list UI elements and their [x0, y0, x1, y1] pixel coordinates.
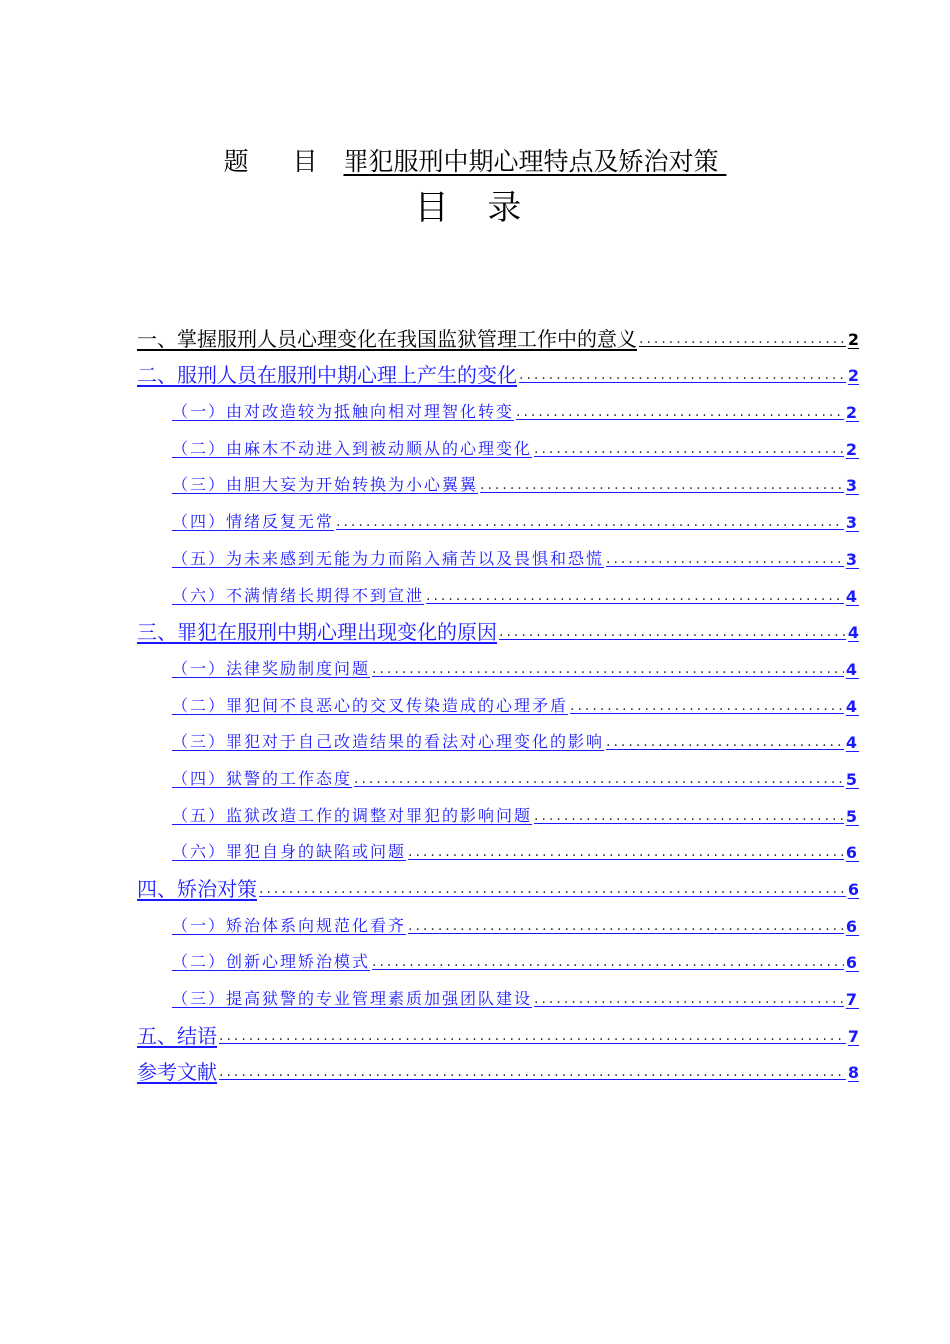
- toc-page-number: 2: [845, 403, 859, 423]
- document-title-line: [0, 146, 950, 178]
- toc-entry-title: （三）提高狱警的专业管理素质加强团队建设: [172, 989, 533, 1009]
- toc-entry[interactable]: [137, 387, 859, 424]
- toc-entry-title: （一）由对改造较为抵触向相对理智化转变: [172, 402, 515, 422]
- toc-entry-title: （二）由麻木不动进入到被动顺从的心理变化: [172, 438, 533, 458]
- toc-entry-title: （三）罪犯对于自己改造结果的看法对心理变化的影响: [172, 732, 605, 752]
- toc-leader-dots: [372, 954, 844, 970]
- document-title: 罪犯服刑中期心理特点及矫治对策: [343, 147, 719, 176]
- toc-leader-dots: [372, 661, 844, 677]
- toc-leader-dots: [408, 918, 844, 934]
- toc-entry[interactable]: [137, 718, 859, 755]
- toc-leader-dots: [516, 404, 844, 420]
- toc-entry-title: （四）情绪反复无常: [172, 512, 335, 532]
- toc-entry[interactable]: [137, 644, 859, 681]
- toc-leader-dots: [354, 771, 844, 787]
- toc-entry-title: 三、罪犯在服刑中期心理出现变化的原因: [137, 620, 497, 645]
- toc-page-number: 6: [847, 880, 859, 899]
- toc-page-number: 5: [845, 769, 859, 789]
- toc-entry-title: （一）矫治体系向规范化看齐: [172, 915, 407, 935]
- toc-page-number: 4: [845, 733, 859, 753]
- toc-leader-dots: [606, 551, 844, 567]
- toc-leader-dots: [570, 698, 844, 714]
- toc-entry[interactable]: [137, 864, 859, 901]
- toc-entry[interactable]: [137, 938, 859, 975]
- toc-entry-title: （四）狱警的工作态度: [172, 768, 353, 788]
- toc-page-number: 7: [847, 1026, 859, 1046]
- toc-entry[interactable]: [137, 571, 859, 608]
- toc-entry-title: 二、服刑人员在服刑中期心理上产生的变化: [137, 363, 517, 388]
- toc-entry-title: （五）监狱改造工作的调整对罪犯的影响问题: [172, 805, 533, 825]
- toc-entry[interactable]: [137, 974, 859, 1011]
- toc-leader-dots: [408, 844, 844, 860]
- toc-page-number: 2: [847, 366, 859, 386]
- toc-entry-title: （六）不满情绪长期得不到宣泄: [172, 585, 425, 605]
- toc-entry-title: （二）罪犯间不良恶心的交叉传染造成的心理矛盾: [172, 695, 569, 715]
- toc-leader-dots: [336, 514, 844, 530]
- toc-entry[interactable]: [137, 534, 859, 571]
- toc-entry[interactable]: [137, 1011, 859, 1048]
- toc-page-number: 3: [845, 549, 859, 569]
- toc-leader-dots: [219, 1028, 846, 1044]
- toc-entry[interactable]: [137, 828, 859, 865]
- toc-leader-dots: [426, 588, 844, 604]
- toc-entry[interactable]: [137, 1048, 859, 1085]
- toc-entry[interactable]: [137, 901, 859, 938]
- toc-entry-title: （六）罪犯自身的缺陷或问题: [172, 842, 407, 862]
- toc-entry[interactable]: [137, 351, 859, 388]
- toc-page-number: 6: [845, 843, 859, 863]
- toc-entry[interactable]: [137, 681, 859, 718]
- toc-entry-title: （一）法律奖励制度问题: [172, 658, 371, 678]
- toc-entry-title: 一、掌握服刑人员心理变化在我国监狱管理工作中的意义: [137, 326, 637, 351]
- toc-leader-dots: [606, 734, 844, 750]
- toc-leader-dots: [259, 881, 846, 897]
- toc-leader-dots: [480, 477, 844, 493]
- toc-heading: 目 录: [414, 188, 536, 228]
- toc-entry[interactable]: [137, 608, 859, 645]
- toc-page-number: 4: [847, 623, 859, 643]
- toc-entry-title: 五、结语: [137, 1023, 217, 1048]
- toc-entry[interactable]: [137, 791, 859, 828]
- toc-leader-dots: [639, 331, 846, 347]
- toc-page-number: 4: [845, 659, 859, 679]
- toc-entry-title: 参考文献: [137, 1060, 217, 1085]
- toc-page-number: 6: [845, 916, 859, 936]
- toc-entry[interactable]: [137, 754, 859, 791]
- toc-page-number: 7: [845, 990, 859, 1010]
- toc-page-number: 3: [845, 476, 859, 496]
- toc-leader-dots: [219, 1064, 846, 1080]
- title-label: 题 目: [223, 147, 336, 176]
- toc-entry[interactable]: [137, 461, 859, 498]
- toc-entry[interactable]: [137, 314, 859, 351]
- toc-leader-dots: [519, 367, 846, 383]
- toc-entry-title: （三）由胆大妄为开始转换为小心翼翼: [172, 475, 479, 495]
- toc-entry-title: （二）创新心理矫治模式: [172, 952, 371, 972]
- table-of-contents: [137, 314, 859, 1084]
- toc-leader-dots: [534, 991, 844, 1007]
- toc-entry-title: 四、矫治对策: [137, 877, 257, 901]
- toc-leader-dots: [534, 441, 844, 457]
- toc-leader-dots: [534, 808, 844, 824]
- toc-page-number: 3: [845, 513, 859, 533]
- toc-entry[interactable]: [137, 424, 859, 461]
- toc-page-number: 2: [845, 439, 859, 459]
- toc-entry[interactable]: [137, 497, 859, 534]
- toc-entry-title: （五）为未来感到无能为力而陷入痛苦以及畏惧和恐慌: [172, 548, 605, 568]
- toc-page-number: 2: [847, 329, 859, 349]
- toc-page-number: 8: [847, 1063, 859, 1083]
- toc-page-number: 5: [845, 806, 859, 826]
- toc-page-number: 4: [845, 586, 859, 606]
- toc-leader-dots: [499, 624, 846, 640]
- toc-page-number: 4: [845, 696, 859, 716]
- toc-page-number: 6: [845, 953, 859, 973]
